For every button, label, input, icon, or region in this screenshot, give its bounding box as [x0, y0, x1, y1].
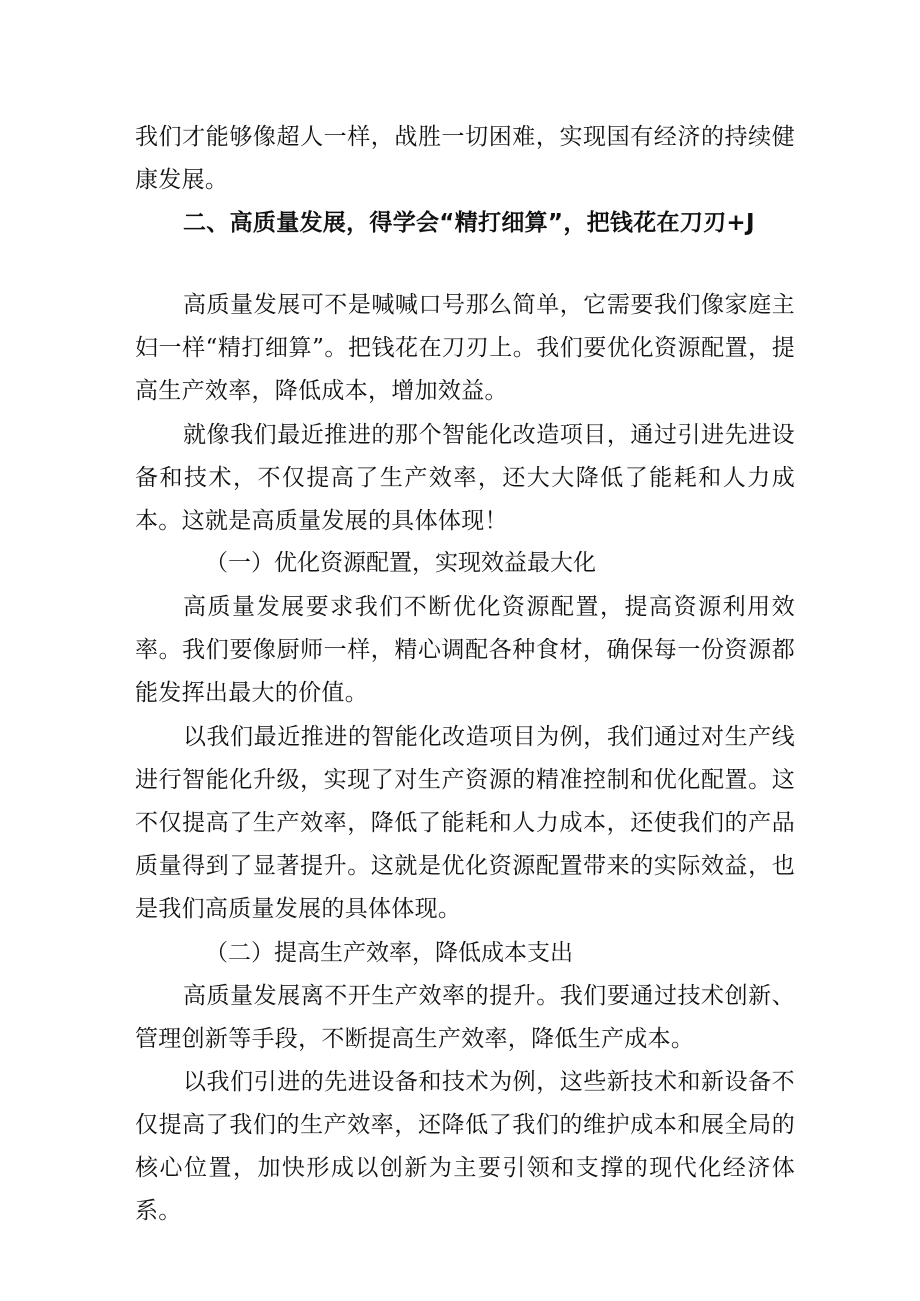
paragraph: 就像我们最近推进的那个智能化改造项目，通过引进先进设备和技术，不仅提高了生产效率，还大大降低了能耗和人力成本。这就是高质量发展的具体体现！ [135, 422, 795, 534]
paragraph-continuation: 我们才能够像超人一样，战胜一切困难，实现国有经济的持续健康发展。 [135, 124, 795, 193]
section-heading-2: 二、高质量发展，得学会“精打细算”，把钱花在刀刃+J [183, 210, 755, 236]
paragraph: 高质量发展可不是喊喊口号那么简单，它需要我们像家庭主妇一样“精打细算”。把钱花在刀刃上。我们要优化资源配置，提高生产效率，降低成本，增加效益。 [135, 292, 795, 404]
paragraph: 以我们最近推进的智能化改造项目为例，我们通过对生产线进行智能化升级，实现了对生产资源的精准控制和优化配置。这不仅提高了生产效率，降低了能耗和人力成本，还使我们的产品质量得到了显著提升。这就是优化资源配置带来的实际效益，也是我们高质量发展的具体体现。 [135, 724, 795, 922]
paragraph: 高质量发展离不开生产效率的提升。我们要通过技术创新、管理创新等手段，不断提高生产效率，降低生产成本。 [135, 983, 795, 1052]
subsection-heading-2: （二）提高生产效率，降低成本支出 [205, 940, 573, 966]
paragraph: 以我们引进的先进设备和技术为例，这些新技术和新设备不仅提高了我们的生产效率，还降低了我们的维护成本和展全局的核心位置，加快形成以创新为主要引领和支撑的现代化经济体系。 [135, 1069, 795, 1224]
paragraph: 高质量发展要求我们不断优化资源配置，提高资源利用效率。我们要像厨师一样，精心调配各种食材，确保每一份资源都能发挥出最大的价值。 [135, 594, 795, 706]
subsection-heading-1: （一）优化资源配置，实现效益最大化 [205, 550, 596, 576]
